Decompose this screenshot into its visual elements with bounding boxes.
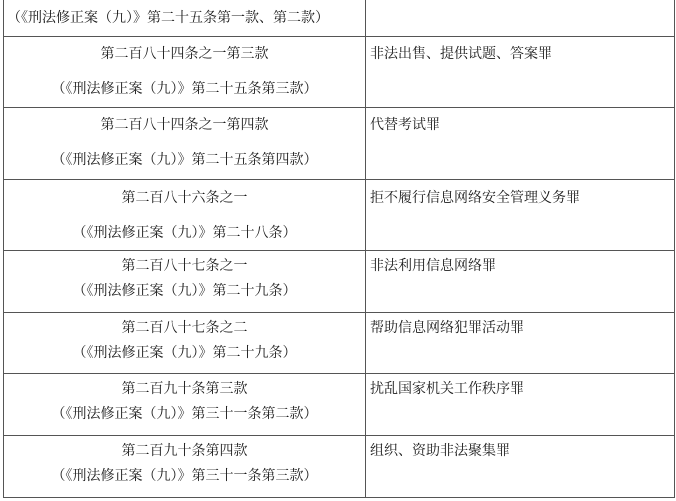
source-reference: （《刑法修正案（九）》第二十九条） (72, 345, 297, 361)
crime-name: 帮助信息网络犯罪活动罪 (370, 320, 524, 336)
article-cell (4, 374, 366, 436)
crime-cell (366, 436, 675, 498)
table-row (4, 180, 675, 251)
source-reference: （《刑法修正案（九）》第二十九条） (72, 283, 297, 299)
article-cell (4, 436, 366, 498)
table-row (4, 374, 675, 436)
source-reference: （《刑法修正案（九）》第二十八条） (72, 225, 297, 241)
crime-name: 拒不履行信息网络安全管理义务罪 (370, 190, 580, 206)
article-number: 第二百八十六条之一 (121, 190, 248, 206)
crime-name: 扰乱国家机关工作秩序罪 (370, 381, 524, 397)
source-reference: （《刑法修正案（九）》第三十一条第二款） (51, 406, 318, 422)
table-row (4, 0, 675, 37)
source-reference: （《刑法修正案（九）》第二十五条第一款、第二款） (7, 10, 329, 26)
article-cell (4, 313, 366, 374)
crime-name: 代替考试罪 (370, 117, 440, 133)
crime-cell (366, 251, 675, 313)
article-number: 第二百八十四条之一第三款 (100, 46, 269, 62)
table-row (4, 108, 675, 180)
article-number: 第二百八十七条之二 (121, 320, 248, 336)
article-cell (4, 0, 366, 37)
table-row (4, 436, 675, 498)
article-number: 第二百八十四条之一第四款 (100, 117, 269, 133)
crime-cell (366, 108, 675, 180)
source-reference: （《刑法修正案（九）》第二十五条第四款） (51, 152, 318, 168)
article-number: 第二百八十七条之一 (121, 258, 248, 274)
crime-cell (366, 180, 675, 251)
article-number: 第二百九十条第四款 (121, 443, 248, 459)
table-row (4, 37, 675, 108)
crime-cell (366, 37, 675, 108)
crime-cell (366, 0, 675, 37)
table-row (4, 313, 675, 374)
article-cell (4, 108, 366, 180)
article-cell (4, 251, 366, 313)
article-cell (4, 37, 366, 108)
article-cell (4, 180, 366, 251)
source-reference: （《刑法修正案（九）》第三十一条第三款） (51, 468, 318, 484)
crime-cell (366, 313, 675, 374)
crime-name: 非法出售、提供试题、答案罪 (370, 46, 552, 62)
crime-name: 非法利用信息网络罪 (370, 258, 496, 274)
table-row (4, 251, 675, 313)
legal-provisions-table (3, 0, 675, 498)
crime-cell (366, 374, 675, 436)
source-reference: （《刑法修正案（九）》第二十五条第三款） (51, 81, 318, 97)
article-number: 第二百九十条第三款 (121, 381, 248, 397)
crime-name: 组织、资助非法聚集罪 (370, 443, 510, 459)
